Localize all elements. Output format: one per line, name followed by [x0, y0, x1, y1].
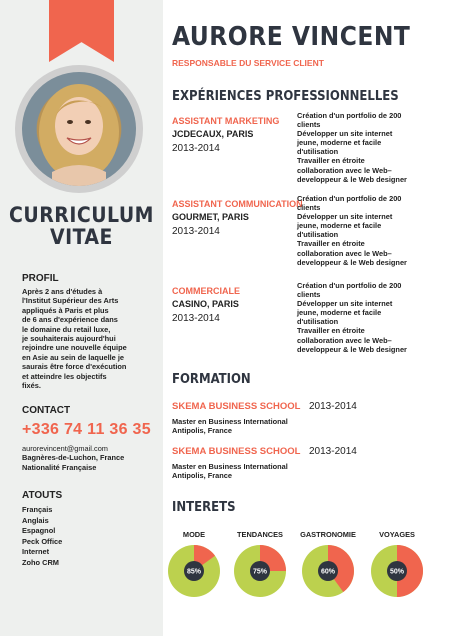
donut-value: 50%: [389, 568, 405, 576]
description-line: clients: [297, 120, 321, 130]
phone-number[interactable]: +336 74 11 36 35: [22, 421, 151, 438]
candidate-name: AURORE VINCENT: [172, 22, 411, 52]
description-line: Création d'un portfolio de 200: [297, 281, 402, 290]
profile-line: Après 2 ans d'études à: [22, 287, 103, 296]
description-line: collaboration avec le Web–: [297, 335, 392, 345]
interest-item: [293, 530, 363, 599]
list-item: Français: [22, 505, 53, 514]
list-item: Peck Office: [22, 536, 63, 546]
email-link[interactable]: aurorevincent@gmail.com: [22, 444, 108, 453]
contact-heading: CONTACT: [22, 405, 71, 416]
job-years: 2013-2014: [172, 143, 220, 154]
donut-value: 85%: [186, 568, 202, 576]
contact-details: [22, 444, 162, 472]
job-company: GOURMET, PARIS: [172, 212, 249, 222]
description-line: d'utilisation: [297, 317, 339, 327]
nationality-text: Nationalité Française: [22, 462, 97, 472]
description-line: d'utilisation: [297, 230, 339, 240]
description-line: Travailler en étroite: [297, 326, 365, 336]
atouts-list: [22, 505, 62, 569]
profile-text: [22, 287, 157, 390]
list-item: Internet: [22, 547, 50, 557]
job-description: [297, 281, 435, 354]
job-years: 2013-2014: [172, 226, 220, 237]
cv-title-line2: VITAE: [50, 225, 113, 249]
education-details: [172, 417, 288, 435]
interest-label: TENDANCES: [237, 530, 283, 539]
interest-label: MODE: [182, 530, 206, 539]
job-role: COMMERCIALE: [172, 286, 240, 296]
description-line: jeune, moderne et facile: [297, 138, 382, 148]
profile-line: le domaine du retail luxe,: [22, 324, 111, 334]
list-item: Espagnol: [22, 526, 56, 536]
description-line: clients: [297, 203, 321, 213]
description-line: Développer un site internet: [297, 129, 393, 139]
description-line: jeune, moderne et facile: [297, 221, 382, 231]
degree-text: Master en Business International: [172, 417, 288, 426]
interest-label: VOYAGES: [379, 530, 415, 539]
degree-text: Master en Business International: [172, 462, 288, 471]
description-line: Travailler en étroite: [297, 239, 365, 249]
profile-line: saurais être force d'exécution: [22, 362, 127, 372]
formation-heading: FORMATION: [172, 372, 251, 387]
description-line: developpeur & le Web designer: [297, 257, 407, 267]
profile-line: l'Institut Supérieur des Arts: [22, 296, 119, 306]
job-years: 2013-2014: [172, 313, 220, 324]
experience-heading: EXPÉRIENCES PROFESSIONNELLES: [172, 89, 399, 104]
description-line: d'utilisation: [297, 147, 339, 157]
interest-donut: [232, 543, 288, 599]
job-title: RESPONSABLE DU SERVICE CLIENT: [172, 58, 324, 68]
profile-line: rejoindre une nouvelle équipe: [22, 343, 127, 353]
profile-line: et atteindre les objectifs: [22, 371, 107, 381]
description-line: collaboration avec le Web–: [297, 165, 392, 175]
profile-line: appliqués à Paris et plus: [22, 305, 109, 315]
description-line: jeune, moderne et facile: [297, 308, 382, 318]
profile-photo: [22, 72, 136, 186]
job-company: CASINO, PARIS: [172, 299, 239, 309]
description-line: Création d'un portfolio de 200: [297, 194, 402, 203]
atouts-heading: ATOUTS: [22, 490, 63, 501]
interest-donut: [166, 543, 222, 599]
description-line: Développer un site internet: [297, 299, 393, 309]
description-line: Travailler en étroite: [297, 156, 365, 166]
interets-heading: INTERETS: [172, 500, 236, 515]
interest-donut: [300, 543, 356, 599]
place-text: Antipolis, France: [172, 471, 232, 481]
interest-donut: [369, 543, 425, 599]
interest-label: GASTRONOMIE: [300, 530, 356, 539]
interest-item: [225, 530, 295, 599]
interest-item: [362, 530, 432, 599]
list-item: Zoho CRM: [22, 557, 59, 567]
donut-value: 60%: [320, 568, 336, 576]
interest-item: [159, 530, 229, 599]
education-years: 2013-2014: [309, 401, 357, 412]
job-description: [297, 194, 435, 267]
education-years: 2013-2014: [309, 446, 357, 457]
description-line: collaboration avec le Web–: [297, 248, 392, 258]
description-line: Développer un site internet: [297, 212, 393, 222]
donut-value: 75%: [252, 568, 268, 576]
description-line: developpeur & le Web designer: [297, 344, 407, 354]
place-text: Antipolis, France: [172, 426, 232, 436]
job-role: ASSISTANT COMMUNICATION: [172, 199, 303, 209]
profile-line: en Asie au sein de laquelle je: [22, 352, 125, 362]
cv-title: [0, 204, 163, 248]
profile-line: je souhaiterais aujourd'hui: [22, 334, 116, 344]
description-line: Création d'un portfolio de 200: [297, 111, 402, 120]
profile-heading: PROFIL: [22, 273, 59, 284]
profile-line: fixés.: [22, 381, 41, 391]
education-details: [172, 462, 288, 480]
cv-title-line1: CURRICULUM: [9, 203, 154, 227]
description-line: developpeur & le Web designer: [297, 174, 407, 184]
list-item: Anglais: [22, 515, 49, 525]
job-company: JCDECAUX, PARIS: [172, 129, 254, 139]
school-name: SKEMA BUSINESS SCHOOL: [172, 401, 301, 412]
description-line: clients: [297, 290, 321, 300]
location-text: Bagnères-de-Luchon, France: [22, 453, 125, 463]
school-name: SKEMA BUSINESS SCHOOL: [172, 446, 301, 457]
job-description: [297, 111, 435, 184]
profile-line: de 6 ans d'expérience dans: [22, 315, 118, 325]
job-role: ASSISTANT MARKETING: [172, 116, 280, 126]
